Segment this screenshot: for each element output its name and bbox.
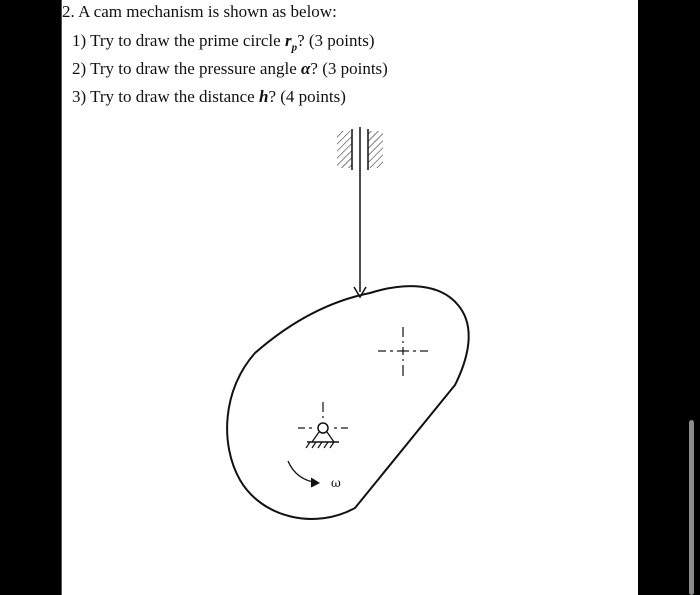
follower-guide-left [337,129,352,170]
item-1-text: 1) Try to draw the prime circle [72,31,285,50]
item-2-symbol: α [301,59,311,78]
rotation-label: ω [331,476,341,490]
item-3-text: 3) Try to draw the distance [72,87,259,106]
item-3-points: ? (4 points) [268,87,346,106]
cam-profile [227,286,469,519]
item-1-symbol: r [284,31,292,50]
item-2-points: ? (3 points) [310,59,388,78]
cam-pivot [298,402,348,448]
item-2-text: 2) Try to draw the pressure angle [72,59,301,78]
question-text: A cam mechanism is shown as below: [78,2,337,21]
cam-center-mark [378,327,428,376]
item-1-points: ? (3 points) [297,31,375,50]
rotation-arrow-icon [288,461,319,487]
item-3-symbol: h [258,87,269,106]
item-1-subscript: p [291,41,298,54]
question-number: 2. [62,2,75,21]
follower-guide-right [368,129,383,170]
